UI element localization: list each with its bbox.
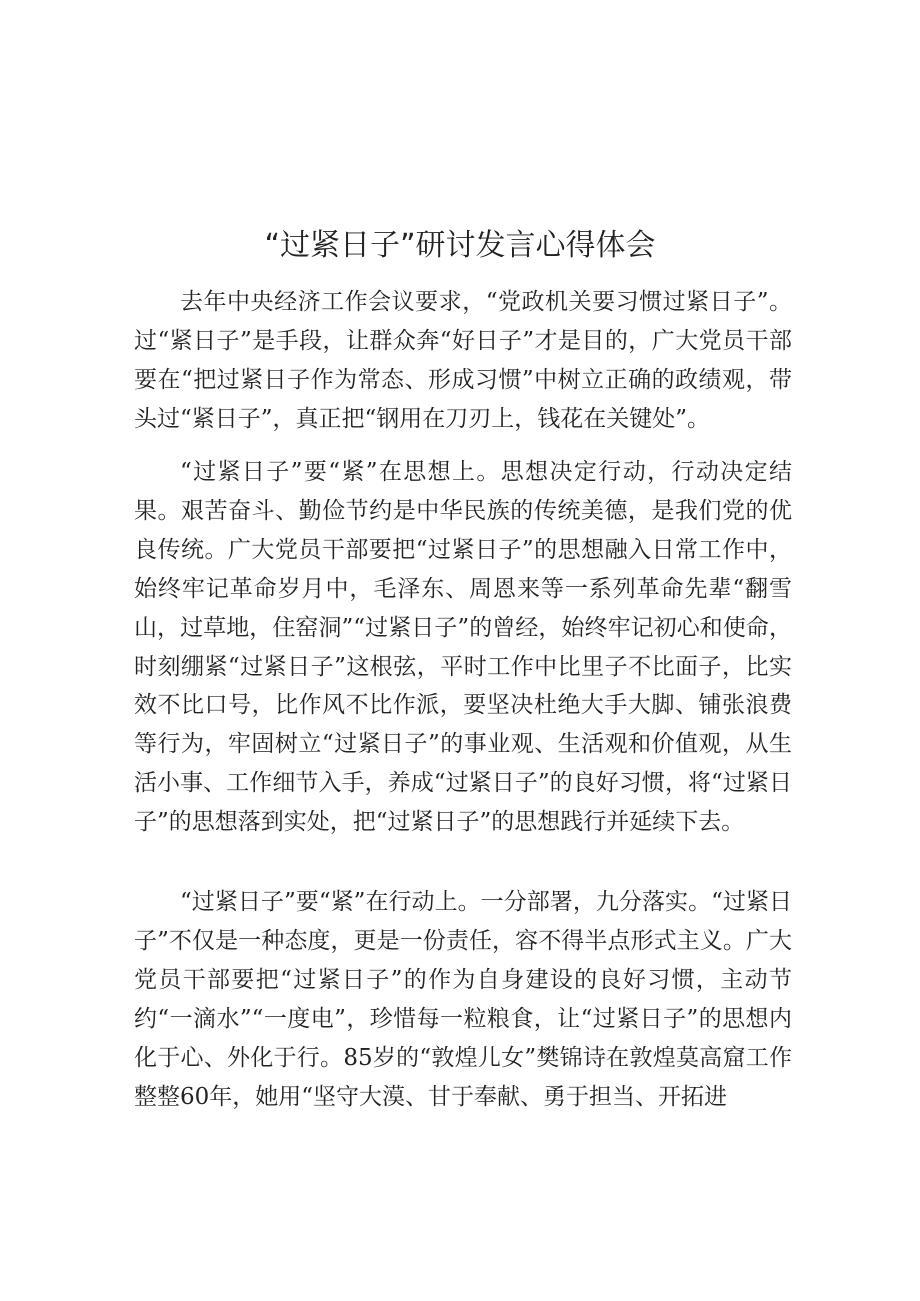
document-title: “过紧日子”研讨发言心得体会 [264,228,656,263]
paragraph-thought: “过紧日子”要“紧”在思想上。思想决定行动，行动决定结果。艰苦奋斗、勤俭节约是中华民族的传统美德，是我们党的优良传统。广大党员干部要把“过紧日子”的思想融入日常工作中，始终牢记革命岁月中，毛泽东、周恩来等一系列革命先辈“翻雪山，过草地，住窑洞”“过紧日子”的曾经，始终牢记初心和使命，时刻绷紧“过紧日子”这根弦，平时工作中比里子不比面子，比实效不比口号，比作风不比作派，要坚决杜绝大手大脚、铺张浪费等行为，牢固树立“过紧日子”的事业观、生活观和价值观，从生活小事、工作细节入手，养成“过紧日子”的良好习惯，将“过紧日子”的思想落到实处，把“过紧日子”的思想践行并延续下去。 [134,459,792,836]
paragraph-intro: 去年中央经济工作会议要求，“党政机关要习惯过紧日子”。过“紧日子”是手段，让群众奔“好日子”才是目的，广大党员干部要在“把过紧日子作为常态、形成习惯”中树立正确的政绩观，带头过“紧日子”，真正把“钢用在刀刃上，钱花在关键处”。 [134,289,792,432]
paragraph-action: “过紧日子”要“紧”在行动上。一分部署，九分落实。“过紧日子”不仅是一种态度，更是一份责任，容不得半点形式主义。广大党员干部要把“过紧日子”的作为自身建设的良好习惯，主动节约“一滴水”“一度电”，珍惜每一粒粮食，让“过紧日子”的思想内化于心、外化于行。85岁的“敦煌儿女”樊锦诗在敦煌莫高窟工作整整60年，她用“坚守大漠、甘于奉献、勇于担当、开拓进 [134,889,792,1110]
